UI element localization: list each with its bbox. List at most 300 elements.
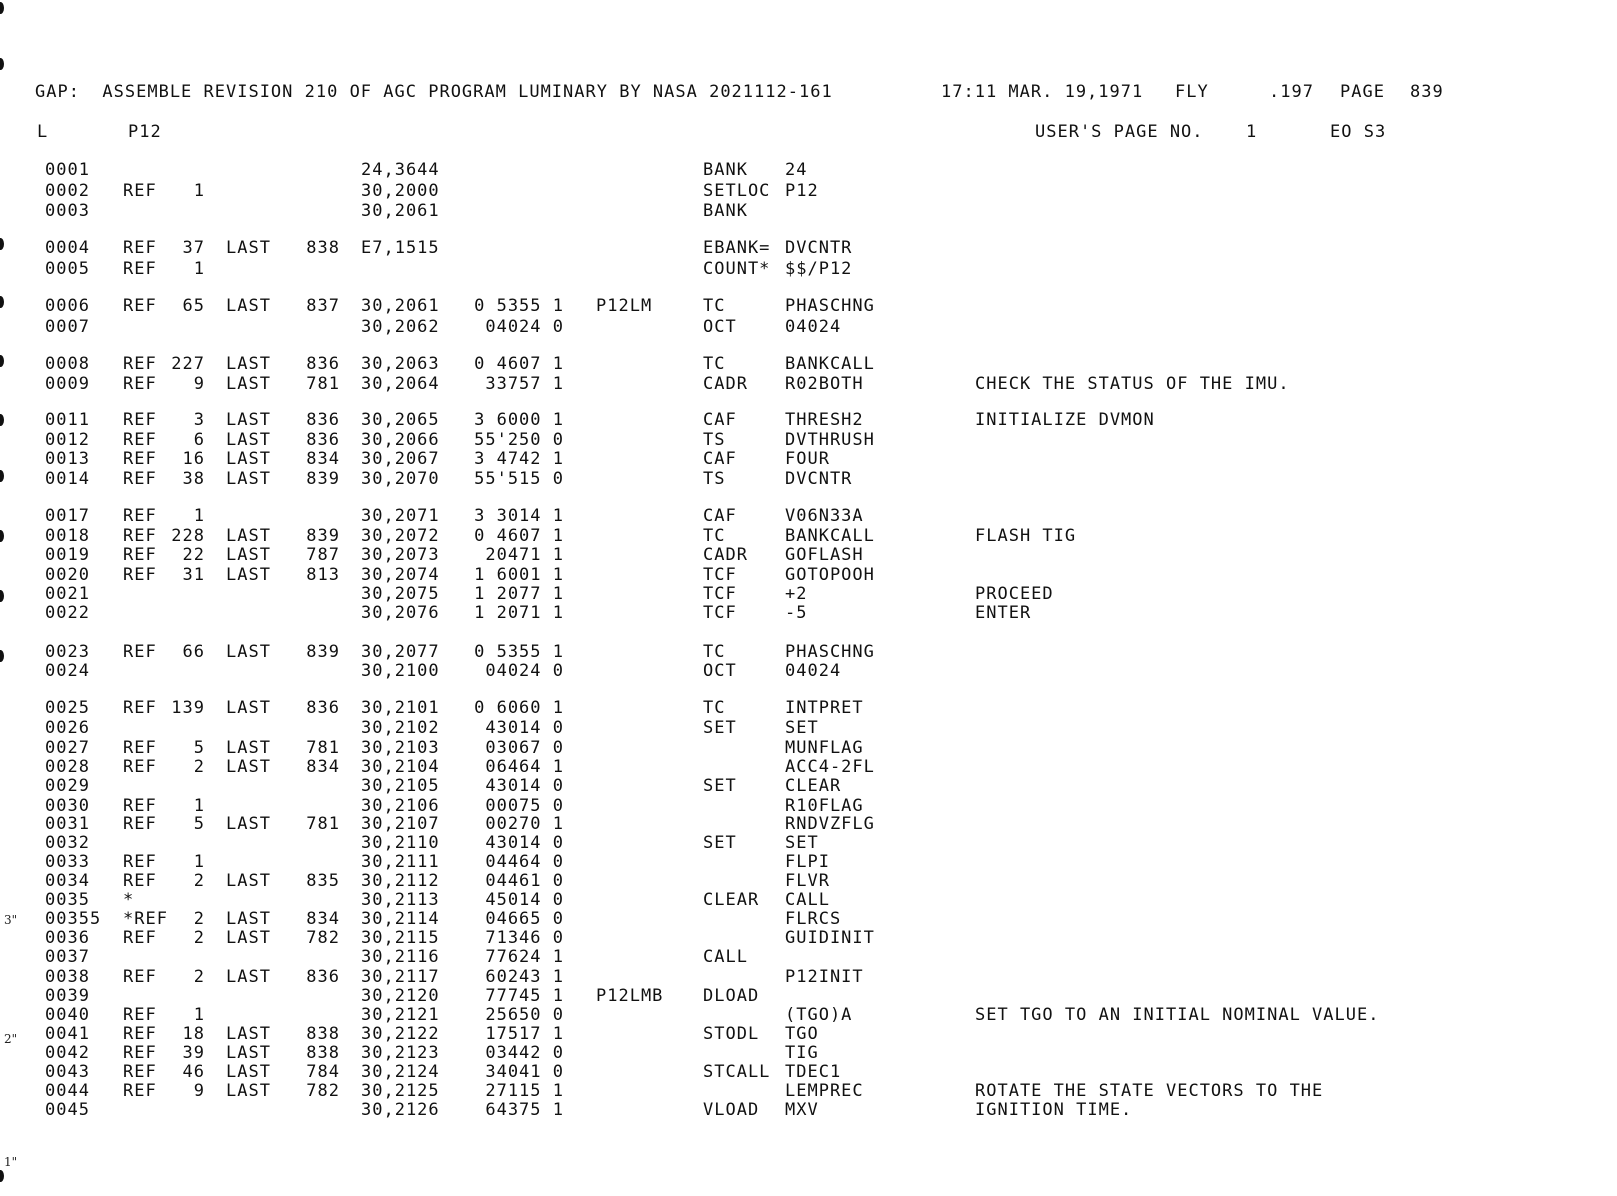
line-number: 0024 xyxy=(45,661,90,681)
symbol-label: P12LMB xyxy=(596,986,664,1006)
listing-row xyxy=(0,757,1617,777)
symbol-label: P12LM xyxy=(596,296,653,316)
listing-row xyxy=(0,469,1617,489)
machine-code: 03067 0 xyxy=(485,738,564,758)
machine-code: 64375 1 xyxy=(485,1100,564,1120)
ref-count: 1 xyxy=(193,181,205,201)
last-keyword: LAST xyxy=(226,909,271,929)
line-number: 0032 xyxy=(45,833,90,853)
opcode: TCF xyxy=(703,565,737,585)
address: 30,2120 xyxy=(361,986,440,1006)
opcode: TC xyxy=(703,526,726,546)
listing-row xyxy=(0,986,1617,1006)
line-number: 0012 xyxy=(45,430,90,450)
address: 30,2100 xyxy=(361,661,440,681)
machine-code: 1 6001 1 xyxy=(474,565,564,585)
listing-row xyxy=(0,374,1617,394)
opcode: STODL xyxy=(703,1024,760,1044)
comment: IGNITION TIME. xyxy=(975,1100,1133,1120)
address: 30,2113 xyxy=(361,890,440,910)
opcode: SETLOC xyxy=(703,181,771,201)
ref-keyword: REF xyxy=(123,698,157,718)
line-number: 0038 xyxy=(45,967,90,987)
ref-count: 2 xyxy=(193,757,205,777)
address: 30,2126 xyxy=(361,1100,440,1120)
ref-count: 16 xyxy=(182,449,205,469)
last-keyword: LAST xyxy=(226,642,271,662)
machine-code: 0 4607 1 xyxy=(474,354,564,374)
address: 30,2065 xyxy=(361,410,440,430)
operand: THRESH2 xyxy=(785,410,864,430)
address: 30,2074 xyxy=(361,565,440,585)
address: 30,2073 xyxy=(361,545,440,565)
opcode: CAF xyxy=(703,410,737,430)
opcode: TC xyxy=(703,354,726,374)
machine-code: 03442 0 xyxy=(485,1043,564,1063)
listing-row xyxy=(0,296,1617,316)
machine-code: 77624 1 xyxy=(485,947,564,967)
ref-keyword: REF xyxy=(123,1081,157,1101)
comment: CHECK THE STATUS OF THE IMU. xyxy=(975,374,1290,394)
last-keyword: LAST xyxy=(226,545,271,565)
address: 30,2076 xyxy=(361,603,440,623)
line-number: 0005 xyxy=(45,259,90,279)
opcode: CLEAR xyxy=(703,890,760,910)
machine-code: 3 3014 1 xyxy=(474,506,564,526)
machine-code: 00270 1 xyxy=(485,814,564,834)
ref-count: 37 xyxy=(182,238,205,258)
address: 30,2106 xyxy=(361,796,440,816)
line-number: 0034 xyxy=(45,871,90,891)
listing-row xyxy=(0,776,1617,796)
address: 30,2070 xyxy=(361,469,440,489)
last-page: 838 xyxy=(306,1024,340,1044)
ref-count: 39 xyxy=(182,1043,205,1063)
opcode: EBANK= xyxy=(703,238,771,258)
address: 30,2124 xyxy=(361,1062,440,1082)
last-keyword: LAST xyxy=(226,738,271,758)
opcode: SET xyxy=(703,776,737,796)
operand: GOTOPOOH xyxy=(785,565,875,585)
last-keyword: LAST xyxy=(226,928,271,948)
line-number: 0045 xyxy=(45,1100,90,1120)
operand: DVCNTR xyxy=(785,469,853,489)
line-number: 0003 xyxy=(45,201,90,221)
last-page: 784 xyxy=(306,1062,340,1082)
ref-keyword: REF xyxy=(123,354,157,374)
line-number: 0028 xyxy=(45,757,90,777)
opcode: STCALL xyxy=(703,1062,771,1082)
opcode: SET xyxy=(703,718,737,738)
operand: R10FLAG xyxy=(785,796,864,816)
operand: INTPRET xyxy=(785,698,864,718)
operand: FLVR xyxy=(785,871,830,891)
ref-count: 2 xyxy=(193,928,205,948)
operand: 24 xyxy=(785,160,808,180)
ref-count: 1 xyxy=(193,1005,205,1025)
ref-keyword: REF xyxy=(123,545,157,565)
listing-row xyxy=(0,1081,1617,1101)
ref-keyword: REF xyxy=(123,410,157,430)
address: 30,2103 xyxy=(361,738,440,758)
line-number: 0006 xyxy=(45,296,90,316)
machine-code: 00075 0 xyxy=(485,796,564,816)
last-page: 837 xyxy=(306,296,340,316)
last-keyword: LAST xyxy=(226,1062,271,1082)
line-number: 0031 xyxy=(45,814,90,834)
address: 30,2077 xyxy=(361,642,440,662)
operand: (TGO)A xyxy=(785,1005,853,1025)
listing-row xyxy=(0,928,1617,948)
comment: FLASH TIG xyxy=(975,526,1077,546)
operand: R02BOTH xyxy=(785,374,864,394)
address: 30,2123 xyxy=(361,1043,440,1063)
address: 30,2117 xyxy=(361,967,440,987)
machine-code: 06464 1 xyxy=(485,757,564,777)
listing-row xyxy=(0,1005,1617,1025)
machine-code: 77745 1 xyxy=(485,986,564,1006)
line-number: 0036 xyxy=(45,928,90,948)
ref-keyword: REF xyxy=(123,374,157,394)
opcode: DLOAD xyxy=(703,986,760,1006)
operand: FOUR xyxy=(785,449,830,469)
machine-code: 43014 0 xyxy=(485,833,564,853)
address: 30,2071 xyxy=(361,506,440,526)
address: 30,2102 xyxy=(361,718,440,738)
machine-code: 17517 1 xyxy=(485,1024,564,1044)
address: 30,2107 xyxy=(361,814,440,834)
last-page: 782 xyxy=(306,928,340,948)
machine-code: 04665 0 xyxy=(485,909,564,929)
line-number: 0040 xyxy=(45,1005,90,1025)
listing-row xyxy=(0,526,1617,546)
address: 30,2105 xyxy=(361,776,440,796)
listing-row xyxy=(0,947,1617,967)
subheader-program: P12 xyxy=(128,122,162,142)
listing-row xyxy=(0,410,1617,430)
ref-count: 31 xyxy=(182,565,205,585)
opcode: TC xyxy=(703,642,726,662)
line-number: 0041 xyxy=(45,1024,90,1044)
operand: TIG xyxy=(785,1043,819,1063)
machine-code: 34041 0 xyxy=(485,1062,564,1082)
last-page: 836 xyxy=(306,967,340,987)
comment: ROTATE THE STATE VECTORS TO THE xyxy=(975,1081,1324,1101)
last-page: 834 xyxy=(306,757,340,777)
operand: PHASCHNG xyxy=(785,642,875,662)
ref-keyword: REF xyxy=(123,430,157,450)
address: 30,2066 xyxy=(361,430,440,450)
opcode: CALL xyxy=(703,947,748,967)
opcode: TC xyxy=(703,296,726,316)
address: E7,1515 xyxy=(361,238,440,258)
line-number: 0019 xyxy=(45,545,90,565)
last-keyword: LAST xyxy=(226,1024,271,1044)
listing-row xyxy=(0,871,1617,891)
address: 30,2072 xyxy=(361,526,440,546)
ref-keyword: REF xyxy=(123,469,157,489)
line-number: 0020 xyxy=(45,565,90,585)
last-page: 836 xyxy=(306,354,340,374)
operand: FLRCS xyxy=(785,909,842,929)
address: 30,2121 xyxy=(361,1005,440,1025)
listing-row xyxy=(0,967,1617,987)
machine-code: 1 2071 1 xyxy=(474,603,564,623)
line-number: 0008 xyxy=(45,354,90,374)
last-keyword: LAST xyxy=(226,296,271,316)
ref-count: 2 xyxy=(193,909,205,929)
machine-code: 0 6060 1 xyxy=(474,698,564,718)
last-keyword: LAST xyxy=(226,526,271,546)
listing-row xyxy=(0,1043,1617,1063)
ref-keyword: REF xyxy=(123,1024,157,1044)
line-number: 00355 xyxy=(45,909,102,929)
ref-keyword: REF xyxy=(123,238,157,258)
ref-keyword: REF xyxy=(123,506,157,526)
line-number: 0035 xyxy=(45,890,90,910)
listing-row xyxy=(0,565,1617,585)
ref-count: 5 xyxy=(193,738,205,758)
comment: PROCEED xyxy=(975,584,1054,604)
operand: GOFLASH xyxy=(785,545,864,565)
ref-keyword: REF xyxy=(123,259,157,279)
operand: BANKCALL xyxy=(785,526,875,546)
opcode: TS xyxy=(703,430,726,450)
last-keyword: LAST xyxy=(226,354,271,374)
line-number: 0037 xyxy=(45,947,90,967)
machine-code: 04024 0 xyxy=(485,317,564,337)
address: 30,2110 xyxy=(361,833,440,853)
last-page: 781 xyxy=(306,738,340,758)
line-number: 0027 xyxy=(45,738,90,758)
last-page: 836 xyxy=(306,430,340,450)
line-number: 0001 xyxy=(45,160,90,180)
margin-mark: 3" xyxy=(4,913,18,927)
operand: SET xyxy=(785,718,819,738)
address: 30,2114 xyxy=(361,909,440,929)
line-number: 0029 xyxy=(45,776,90,796)
ref-count: 1 xyxy=(193,852,205,872)
last-page: 834 xyxy=(306,909,340,929)
last-page: 838 xyxy=(306,1043,340,1063)
line-number: 0026 xyxy=(45,718,90,738)
address: 30,2075 xyxy=(361,584,440,604)
operand: TDEC1 xyxy=(785,1062,842,1082)
operand: P12INIT xyxy=(785,967,864,987)
address: 30,2000 xyxy=(361,181,440,201)
machine-code: 55'515 0 xyxy=(474,469,564,489)
last-keyword: LAST xyxy=(226,565,271,585)
machine-code: 33757 1 xyxy=(485,374,564,394)
subheader-type-flag: L xyxy=(37,122,49,142)
machine-code: 0 4607 1 xyxy=(474,526,564,546)
comment: INITIALIZE DVMON xyxy=(975,410,1155,430)
eo-label: EO S3 xyxy=(1330,122,1387,142)
address: 30,2067 xyxy=(361,449,440,469)
line-number: 0043 xyxy=(45,1062,90,1082)
operand: P12 xyxy=(785,181,819,201)
line-number: 0044 xyxy=(45,1081,90,1101)
operand: DVCNTR xyxy=(785,238,853,258)
ref-count: 1 xyxy=(193,796,205,816)
ref-keyword: REF xyxy=(123,1043,157,1063)
opcode: SET xyxy=(703,833,737,853)
machine-code: 0 5355 1 xyxy=(474,296,564,316)
operand: SET xyxy=(785,833,819,853)
last-keyword: LAST xyxy=(226,449,271,469)
line-number: 0025 xyxy=(45,698,90,718)
machine-code: 04464 0 xyxy=(485,852,564,872)
line-number: 0017 xyxy=(45,506,90,526)
last-keyword: LAST xyxy=(226,967,271,987)
machine-code: 3 4742 1 xyxy=(474,449,564,469)
ref-keyword: REF xyxy=(123,1005,157,1025)
listing-row xyxy=(0,181,1617,201)
opcode: VLOAD xyxy=(703,1100,760,1120)
listing-row xyxy=(0,738,1617,758)
ref-count: 2 xyxy=(193,871,205,891)
ref-count: 1 xyxy=(193,259,205,279)
last-keyword: LAST xyxy=(226,757,271,777)
ref-count: 18 xyxy=(182,1024,205,1044)
ref-count: 228 xyxy=(171,526,205,546)
opcode: OCT xyxy=(703,317,737,337)
address: 30,2111 xyxy=(361,852,440,872)
listing-row xyxy=(0,1062,1617,1082)
machine-code: 60243 1 xyxy=(485,967,564,987)
header-title: GAP: ASSEMBLE REVISION 210 OF AGC PROGRAM LUMINARY BY NASA 2021112-161 xyxy=(35,82,833,102)
address: 30,2116 xyxy=(361,947,440,967)
last-page: 836 xyxy=(306,698,340,718)
line-number: 0030 xyxy=(45,796,90,816)
machine-code: 27115 1 xyxy=(485,1081,564,1101)
operand: ACC4-2FL xyxy=(785,757,875,777)
ref-keyword: REF xyxy=(123,757,157,777)
opcode: CAF xyxy=(703,449,737,469)
last-keyword: LAST xyxy=(226,871,271,891)
last-page: 781 xyxy=(306,814,340,834)
listing-row xyxy=(0,796,1617,816)
operand: MXV xyxy=(785,1100,819,1120)
ref-keyword: REF xyxy=(123,526,157,546)
listing-row xyxy=(0,449,1617,469)
listing-row xyxy=(0,1024,1617,1044)
last-page: 834 xyxy=(306,449,340,469)
operand: PHASCHNG xyxy=(785,296,875,316)
address: 30,2122 xyxy=(361,1024,440,1044)
line-number: 0007 xyxy=(45,317,90,337)
last-page: 835 xyxy=(306,871,340,891)
last-keyword: LAST xyxy=(226,1081,271,1101)
ref-count: 38 xyxy=(182,469,205,489)
line-number: 0004 xyxy=(45,238,90,258)
last-page: 839 xyxy=(306,642,340,662)
line-number: 0021 xyxy=(45,584,90,604)
listing-row xyxy=(0,584,1617,604)
operand: CLEAR xyxy=(785,776,842,796)
opcode: CAF xyxy=(703,506,737,526)
opcode: CADR xyxy=(703,374,748,394)
operand: BANKCALL xyxy=(785,354,875,374)
ref-keyword: REF xyxy=(123,449,157,469)
last-keyword: LAST xyxy=(226,410,271,430)
line-number: 0039 xyxy=(45,986,90,1006)
line-number: 0023 xyxy=(45,642,90,662)
ref-count: 9 xyxy=(193,374,205,394)
header-page-label: PAGE xyxy=(1340,82,1385,102)
listing-row xyxy=(0,890,1617,910)
header-mode: FLY xyxy=(1175,82,1209,102)
listing-row xyxy=(0,317,1617,337)
opcode: BANK xyxy=(703,201,748,221)
operand: MUNFLAG xyxy=(785,738,864,758)
opcode: TS xyxy=(703,469,726,489)
last-keyword: LAST xyxy=(226,374,271,394)
ref-count: 9 xyxy=(193,1081,205,1101)
machine-code: 55'250 0 xyxy=(474,430,564,450)
ref-keyword: REF xyxy=(123,814,157,834)
last-page: 839 xyxy=(306,469,340,489)
opcode: COUNT* xyxy=(703,259,771,279)
operand: -5 xyxy=(785,603,808,623)
last-keyword: LAST xyxy=(226,814,271,834)
listing-row xyxy=(0,718,1617,738)
last-page: 781 xyxy=(306,374,340,394)
machine-code: 3 6000 1 xyxy=(474,410,564,430)
operand: 04024 xyxy=(785,661,842,681)
listing-row xyxy=(0,909,1617,929)
line-number: 0042 xyxy=(45,1043,90,1063)
listing-row xyxy=(0,852,1617,872)
header-datetime: 17:11 MAR. 19,1971 xyxy=(941,82,1144,102)
listing-row xyxy=(0,661,1617,681)
opcode: OCT xyxy=(703,661,737,681)
machine-code: 1 2077 1 xyxy=(474,584,564,604)
header-code: .197 xyxy=(1269,82,1314,102)
operand: CALL xyxy=(785,890,830,910)
listing-row xyxy=(0,506,1617,526)
header-page-number: 839 xyxy=(1410,82,1444,102)
ref-keyword: * xyxy=(123,890,135,910)
address: 24,3644 xyxy=(361,160,440,180)
operand: GUIDINIT xyxy=(785,928,875,948)
listing-row xyxy=(0,1100,1617,1120)
machine-code: 45014 0 xyxy=(485,890,564,910)
machine-code: 04024 0 xyxy=(485,661,564,681)
operand: 04024 xyxy=(785,317,842,337)
address: 30,2115 xyxy=(361,928,440,948)
listing-row xyxy=(0,354,1617,374)
comment: SET TGO TO AN INITIAL NOMINAL VALUE. xyxy=(975,1005,1380,1025)
listing-row xyxy=(0,430,1617,450)
ref-count: 1 xyxy=(193,506,205,526)
line-number: 0022 xyxy=(45,603,90,623)
ref-keyword: REF xyxy=(123,181,157,201)
ref-count: 5 xyxy=(193,814,205,834)
last-page: 838 xyxy=(306,238,340,258)
listing-row xyxy=(0,698,1617,718)
ref-count: 6 xyxy=(193,430,205,450)
margin-mark: 1" xyxy=(4,1155,18,1169)
machine-code: 0 5355 1 xyxy=(474,642,564,662)
last-page: 782 xyxy=(306,1081,340,1101)
address: 30,2064 xyxy=(361,374,440,394)
machine-code: 71346 0 xyxy=(485,928,564,948)
ref-keyword: REF xyxy=(123,928,157,948)
line-number: 0009 xyxy=(45,374,90,394)
listing-row xyxy=(0,545,1617,565)
last-page: 813 xyxy=(306,565,340,585)
